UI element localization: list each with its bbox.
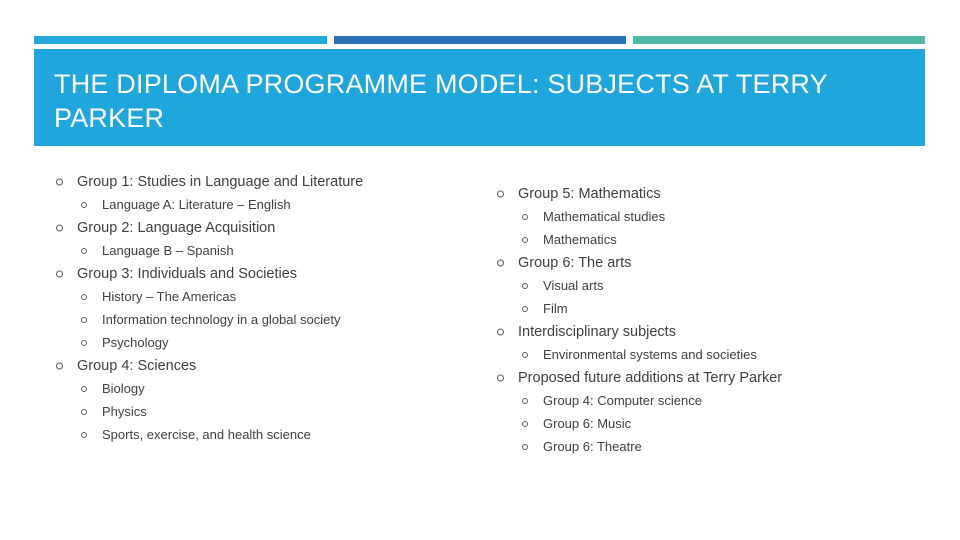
sub-bullet-text: Language B – Spanish [102,243,234,258]
sub-bullet-item-physics [52,400,452,423]
sub-bullet-text: Psychology [102,335,169,350]
circle-bullet-icon [497,328,504,335]
bullet-item-interdisciplinary-subjects [493,320,913,343]
bullet-item-group-5-mathematics [493,182,913,205]
bullet-text: Proposed future additions at Terry Parker [518,369,783,386]
bullet-text: Group 1: Studies in Language and Literature [77,173,364,190]
circle-bullet-icon [81,294,87,300]
title-band [34,49,925,146]
sub-bullet-text: Environmental systems and societies [543,347,757,362]
sub-bullet-text: Biology [102,381,145,396]
sub-bullet-item-sports-exercise-and-health-science [52,423,452,446]
bullet-text: Group 3: Individuals and Societies [77,265,298,282]
circle-bullet-icon [81,432,87,438]
circle-bullet-icon [81,340,87,346]
sub-bullet-item-language-a-literature-english [52,193,452,216]
sub-bullet-item-group-6-theatre [493,435,913,458]
accent-bar-right [633,36,925,44]
circle-bullet-icon [81,386,87,392]
circle-bullet-icon [81,248,87,254]
circle-bullet-icon [497,374,504,381]
bullet-item-group-4-sciences [52,354,452,377]
circle-bullet-icon [81,409,87,415]
sub-bullet-item-environmental-systems-and-societies [493,343,913,366]
circle-bullet-icon [522,398,528,404]
circle-bullet-icon [81,317,87,323]
sub-bullet-item-history-the-americas [52,285,452,308]
sub-bullet-text: Sports, exercise, and health science [102,427,311,442]
circle-bullet-icon [56,224,63,231]
sub-bullet-item-mathematical-studies [493,205,913,228]
circle-bullet-icon [522,444,528,450]
sub-bullet-item-group-4-computer-science [493,389,913,412]
sub-bullet-text: History – The Americas [102,289,237,304]
circle-bullet-icon [497,190,504,197]
bullet-item-group-3-individuals-and-societies [52,262,452,285]
sub-bullet-item-information-technology-in-a-global-society [52,308,452,331]
accent-bar-left [34,36,327,44]
sub-bullet-text: Visual arts [543,278,604,293]
sub-bullet-text: Physics [102,404,147,419]
circle-bullet-icon [522,352,528,358]
circle-bullet-icon [522,237,528,243]
circle-bullet-icon [522,283,528,289]
bullet-item-group-2-language-acquisition [52,216,452,239]
circle-bullet-icon [81,202,87,208]
sub-bullet-item-language-b-spanish [52,239,452,262]
bullet-text: Interdisciplinary subjects [518,323,676,340]
sub-bullet-text: Mathematics [543,232,617,247]
sub-bullet-item-biology [52,377,452,400]
sub-bullet-item-visual-arts [493,274,913,297]
sub-bullet-text: Group 6: Music [543,416,632,431]
sub-bullet-text: Language A: Literature – English [102,197,291,212]
circle-bullet-icon [522,306,528,312]
sub-bullet-text: Group 6: Theatre [543,439,642,454]
sub-bullet-text: Mathematical studies [543,209,666,224]
bullet-text: Group 5: Mathematics [518,185,661,202]
circle-bullet-icon [522,214,528,220]
circle-bullet-icon [56,270,63,277]
circle-bullet-icon [56,362,63,369]
circle-bullet-icon [56,178,63,185]
sub-bullet-item-mathematics [493,228,913,251]
sub-bullet-item-psychology [52,331,452,354]
sub-bullet-text: Group 4: Computer science [543,393,702,408]
sub-bullet-text: Film [543,301,568,316]
bullet-item-group-6-the-arts [493,251,913,274]
accent-bar-middle [334,36,626,44]
right-bullet-column [493,182,913,458]
circle-bullet-icon [497,259,504,266]
slide-title: THE DIPLOMA PROGRAMME MODEL: SUBJECTS AT TERRY PARKER [54,69,828,133]
bullet-text: Group 6: The arts [518,254,632,271]
circle-bullet-icon [522,421,528,427]
bullet-item-group-1-studies-in-language-and-literature [52,170,452,193]
sub-bullet-item-film [493,297,913,320]
left-bullet-column [52,170,452,446]
bullet-text: Group 4: Sciences [77,357,197,374]
sub-bullet-text: Information technology in a global society [102,312,341,327]
sub-bullet-item-group-6-music [493,412,913,435]
bullet-text: Group 2: Language Acquisition [77,219,276,236]
bullet-item-proposed-future-additions-at-terry-parker [493,366,913,389]
